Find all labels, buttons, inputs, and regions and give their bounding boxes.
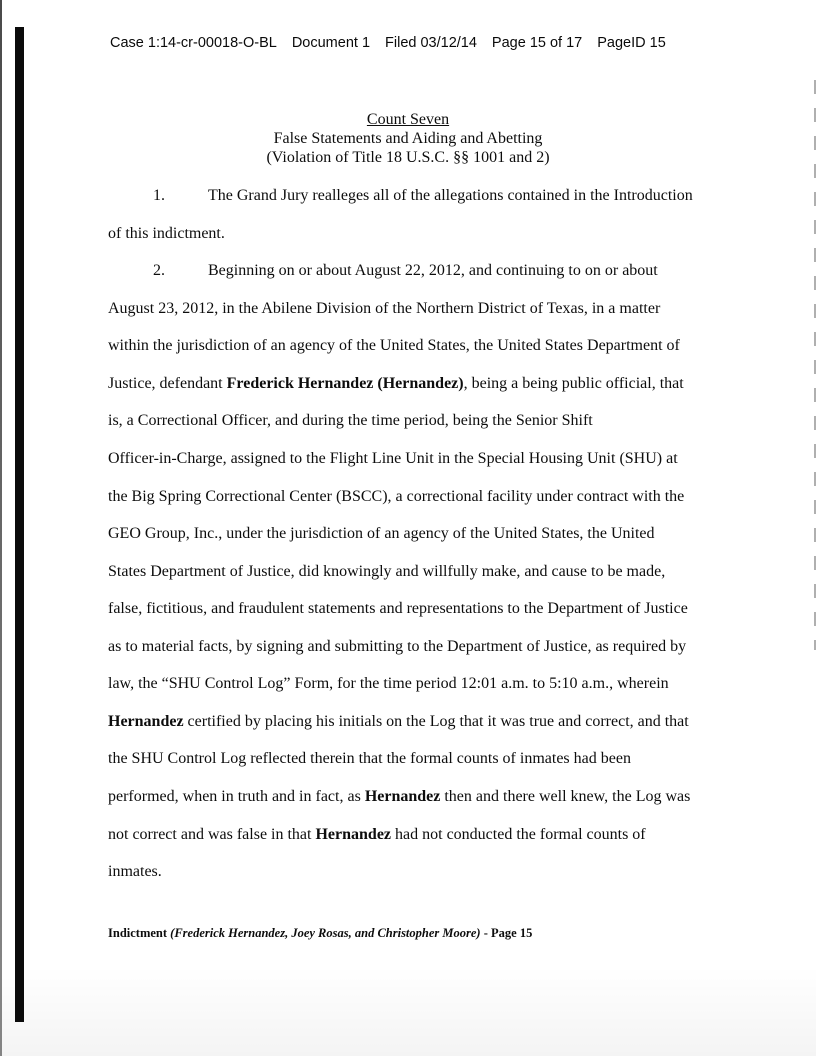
text-segment: then and there well knew, the Log was [440,788,691,805]
body-line [108,515,712,553]
body-line [108,252,712,290]
text-segment: of this indictment. [108,224,225,242]
paragraph-number: 2. [153,262,165,280]
text-segment: Beginning on or about August 22, 2012, and continuing to on or about [208,262,658,280]
body-line [108,628,712,666]
body-line [108,590,712,628]
body-line [108,778,712,816]
scan-binding-bar-artifact [15,27,24,1022]
text-segment: The Grand Jury realleges all of the allegations contained in the Introduction [208,187,693,204]
text-segment: August 23, 2012, in the Abilene Division of the Northern District of Texas, in a matter [108,299,661,317]
count-subtitle: False Statements and Aiding and Abetting [273,130,543,148]
body-line [108,290,712,328]
text-segment: Frederick Hernandez (Hernandez) [226,374,464,392]
body-line [108,740,712,778]
count-heading [0,110,816,168]
text-segment: as to material facts, by signing and submitting to the Department of Justice, as required by [108,637,687,655]
body-line [108,553,712,591]
header-field: Case 1:14-cr-00018-O-BL [110,35,277,51]
body-line [108,478,712,516]
text-segment: performed, when in truth and in fact, as [108,788,365,805]
text-segment: had not conducted the formal counts of [391,825,646,843]
body-line [108,215,712,253]
text-segment: Hernandez [108,712,184,730]
body-line [108,177,712,215]
text-segment: false, fictitious, and fraudulent statements and representations to the Department of Justice [108,600,688,618]
text-segment: , being a being public official, that [463,374,684,392]
count-title: Count Seven [366,111,450,128]
paragraph-number: 1. [153,187,165,204]
page-footer [108,926,532,941]
text-segment: within the jurisdiction of an agency of the United States, the United States Department of [108,337,680,355]
header-field: Filed 03/12/14 [385,35,477,51]
text-segment: not correct and was false in that [108,825,316,843]
body-line [108,402,712,440]
text-segment: - Page 15 [480,926,533,940]
text-segment: the Big Spring Correctional Center (BSCC), a correctional facility under contract with the [108,487,685,505]
text-segment: Hernandez [315,825,392,843]
text-segment: certified by placing his initials on the Log that it was true and correct, and that [183,712,689,730]
text-segment: the SHU Control Log reflected therein that the formal counts of inmates had been [108,750,631,768]
header-field: Document 1 [291,35,371,51]
case-caption-header [110,35,666,51]
count-violation: (Violation of Title 18 U.S.C. §§ 1001 and 2) [266,149,550,167]
header-field: Page 15 of 17 [491,35,583,51]
body-line [108,365,712,403]
body-line [108,665,712,703]
text-segment: States Department of Justice, did knowingly and willfully make, and cause to be made, [108,562,666,580]
header-field: PageID 15 [597,35,666,51]
body-line [108,327,712,365]
text-segment: GEO Group, Inc., under the jurisdiction of an agency of the United States, the United [108,525,655,543]
indictment-body [108,177,712,891]
text-segment: Officer-in-Charge, assigned to the Flight Line Unit in the Special Housing Unit (SHU) at [108,449,678,467]
text-segment: law, the “SHU Control Log” Form, for the time period 12:01 a.m. to 5:10 a.m., wherein [108,675,669,693]
text-segment: Justice, defendant [108,374,227,392]
text-segment: inmates. [108,863,162,881]
text-segment: Indictment [108,926,171,940]
body-line [108,440,712,478]
text-segment: Hernandez [364,788,441,805]
body-line [108,816,712,854]
text-segment: (Frederick Hernandez, Joey Rosas, and Christopher Moore) [170,926,481,940]
body-line [108,703,712,741]
text-segment: is, a Correctional Officer, and during the time period, being the Senior Shift [108,412,593,430]
body-line [108,853,712,891]
scan-bottom-shade-artifact [0,966,816,1056]
